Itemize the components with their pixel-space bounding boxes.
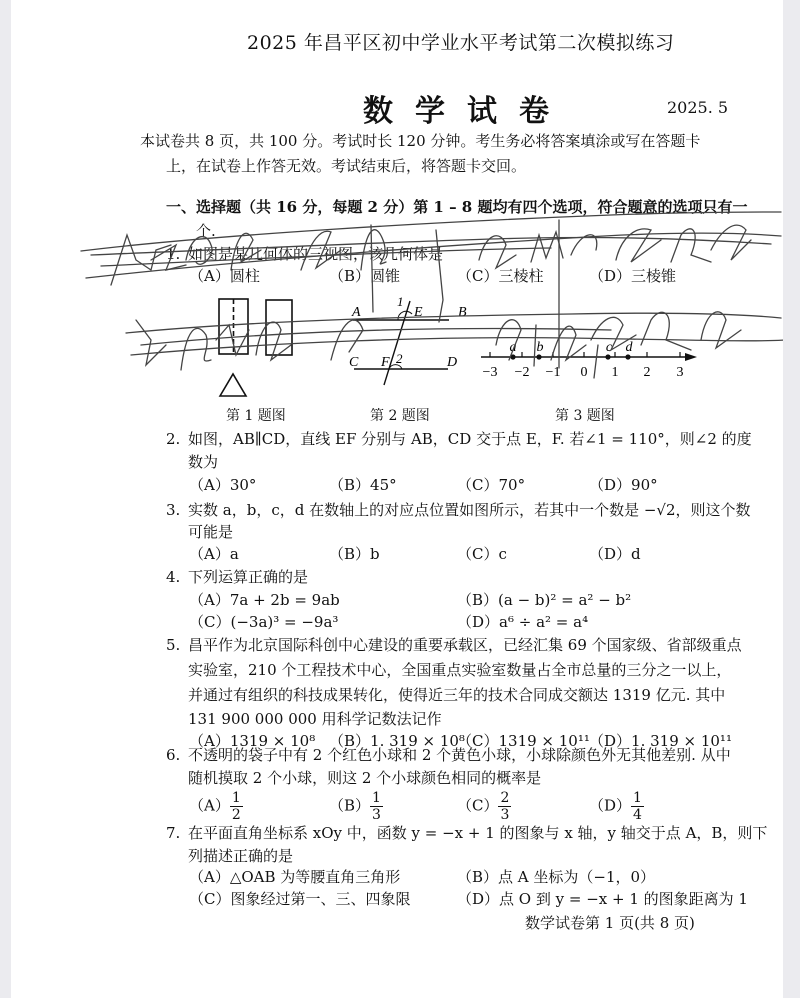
svg-text:−3: −3 bbox=[482, 365, 498, 380]
svg-text:−2: −2 bbox=[514, 365, 530, 380]
question-stem: 在平面直角坐标系 xOy 中，函数 y = −x + 1 的图象与 x 轴，y 轴交于点 A，B，则下 bbox=[188, 824, 768, 842]
question-stem: 如图是某几何体的三视图，该几何体是 bbox=[188, 245, 444, 263]
handwriting-overlay bbox=[11, 0, 783, 420]
question-5-stem-line-2: 实验室，210 个工程技术中心，全国重点实验室数量占全市总量的三分之一以上， bbox=[188, 661, 732, 679]
q7-option-b: （B）点 A 坐标为（−1，0） bbox=[457, 868, 656, 886]
q7-option-a: （A）△OAB 为等腰直角三角形 bbox=[189, 868, 401, 886]
svg-text:d: d bbox=[625, 340, 633, 355]
q5-option-d: （D）1. 319 × 10¹¹ bbox=[589, 732, 732, 750]
exam-title: 数学试卷 bbox=[363, 94, 571, 129]
section-heading: 一、选择题（共 16 分，每题 2 分）第 1 – 8 题均有四个选项，符合题意的选项只有一 bbox=[166, 198, 748, 216]
q2-option-d: （D）90° bbox=[589, 476, 658, 494]
question-5-stem-line-3: 并通过有组织的科技成果转化，使得近三年的技术合同成交额达 1319 亿元. 其中 bbox=[188, 686, 726, 704]
svg-text:3: 3 bbox=[676, 365, 684, 380]
intro-line-2: 上，在试卷上作答无效。考试结束后，将答题卡交回。 bbox=[166, 157, 527, 175]
svg-text:c: c bbox=[605, 340, 613, 355]
question-3-stem-cont: 可能是 bbox=[188, 523, 234, 541]
page-footer: 数学试卷第 1 页(共 8 页) bbox=[525, 914, 695, 932]
intro-line-1: 本试卷共 8 页，共 100 分。考试时长 120 分钟。考生务必将答案填涂或写在答题卡 bbox=[140, 132, 701, 150]
q4-option-d: （D）a⁶ ÷ a² = a⁴ bbox=[457, 613, 589, 631]
q1-option-d: （D）三棱锥 bbox=[589, 267, 677, 285]
q1-option-a: （A）圆柱 bbox=[189, 267, 260, 285]
svg-text:0: 0 bbox=[580, 365, 588, 380]
q6-option-c: （C） $\frac{2}{3}$ bbox=[457, 790, 510, 823]
question-2: 2. 如图，AB∥CD，直线 EF 分别与 AB，CD 交于点 E，F. 若∠1 = 110°，则∠2 的度 bbox=[166, 430, 752, 448]
q7-option-d: （D）点 O 到 y = −x + 1 的图象距离为 1 bbox=[457, 890, 748, 908]
q3-option-c: （C）c bbox=[457, 545, 507, 563]
svg-text:F: F bbox=[381, 355, 390, 370]
question-stem: 实数 a，b，c，d 在数轴上的对应点位置如图所示，若其中一个数是 −√2，则这个数 bbox=[188, 501, 751, 519]
q7-option-c: （C）图象经过第一、三、四象限 bbox=[189, 890, 411, 908]
q4-option-a: （A）7a + 2b = 9ab bbox=[189, 591, 340, 609]
question-7: 7. 在平面直角坐标系 xOy 中，函数 y = −x + 1 的图象与 x 轴，y 轴交于点 A，B，则下 bbox=[166, 824, 768, 842]
question-number: 1. bbox=[166, 245, 181, 263]
question-5-stem-line-4: 131 900 000 000 用科学记数法记作 bbox=[188, 710, 442, 728]
svg-text:−1: −1 bbox=[545, 365, 561, 380]
q4-option-c: （C）(−3a)³ = −9a³ bbox=[189, 613, 339, 631]
q6-option-b: （B） $\frac{1}{3}$ bbox=[329, 790, 381, 823]
svg-text:B: B bbox=[458, 305, 467, 320]
q1-option-b: （B）圆锥 bbox=[329, 267, 401, 285]
question-stem: 昌平作为北京国际科创中心建设的重要承载区，已经汇集 69 个国家级、省部级重点 bbox=[188, 636, 742, 654]
question-stem: 不透明的袋子中有 2 个红色小球和 2 个黄色小球，小球除颜色外无其他差别. 从中 bbox=[188, 746, 731, 764]
q3-option-d: （D）d bbox=[589, 545, 641, 563]
q3-option-b: （B）b bbox=[329, 545, 380, 563]
question-3: 3. 实数 a，b，c，d 在数轴上的对应点位置如图所示，若其中一个数是 −√2，则这个数 bbox=[166, 501, 751, 519]
svg-text:E: E bbox=[414, 305, 423, 320]
q1-option-c: （C）三棱柱 bbox=[457, 267, 544, 285]
q2-option-c: （C）70° bbox=[457, 476, 526, 494]
q5-option-b: （B）1. 319 × 10⁸ bbox=[329, 732, 465, 750]
q3-option-a: （A）a bbox=[189, 545, 239, 563]
question-stem: 下列运算正确的是 bbox=[188, 568, 309, 586]
exam-date: 2025. 5 bbox=[667, 98, 729, 117]
svg-text:a: a bbox=[509, 340, 517, 355]
question-4: 4. 下列运算正确的是 bbox=[166, 568, 309, 586]
q6-option-a: （A） $\frac{1}{2}$ bbox=[189, 790, 241, 823]
svg-text:2: 2 bbox=[396, 351, 403, 366]
q4-option-b: （B）(a − b)² = a² − b² bbox=[457, 591, 632, 609]
question-5: 5. 昌平作为北京国际科创中心建设的重要承载区，已经汇集 69 个国家级、省部级重点 bbox=[166, 636, 742, 654]
svg-text:D: D bbox=[447, 355, 458, 370]
question-6: 6. 不透明的袋子中有 2 个红色小球和 2 个黄色小球，小球除颜色外无其他差别. 从中 bbox=[166, 746, 731, 764]
svg-text:1: 1 bbox=[397, 294, 404, 309]
figure-3-caption: 第 3 题图 bbox=[555, 408, 615, 424]
exam-subtitle: 2025 年昌平区初中学业水平考试第二次模拟练习 bbox=[247, 32, 675, 54]
section-heading-cont: 个. bbox=[196, 222, 216, 240]
svg-text:1: 1 bbox=[611, 365, 619, 380]
figure-1-caption: 第 1 题图 bbox=[226, 408, 286, 424]
q5-option-a: （A）1319 × 10⁸ bbox=[189, 732, 316, 750]
svg-text:2: 2 bbox=[643, 365, 651, 380]
figure-2-caption: 第 2 题图 bbox=[370, 408, 430, 424]
question-7-stem-cont: 列描述正确的是 bbox=[188, 847, 294, 865]
svg-text:b: b bbox=[536, 340, 544, 355]
q2-option-b: （B）45° bbox=[329, 476, 397, 494]
q6-option-d: （D） $\frac{1}{4}$ bbox=[589, 790, 642, 823]
svg-text:A: A bbox=[352, 305, 361, 320]
question-6-stem-cont: 随机摸取 2 个小球，则这 2 个小球颜色相同的概率是 bbox=[188, 769, 542, 787]
svg-text:C: C bbox=[349, 355, 359, 370]
question-stem: 如图，AB∥CD，直线 EF 分别与 AB，CD 交于点 E，F. 若∠1 = 110°，则∠2 的度 bbox=[188, 430, 752, 448]
q5-option-c: （C）1319 × 10¹¹ bbox=[457, 732, 590, 750]
q2-option-a: （A）30° bbox=[189, 476, 257, 494]
exam-page bbox=[11, 0, 783, 998]
question-2-stem-cont: 数为 bbox=[188, 453, 219, 471]
